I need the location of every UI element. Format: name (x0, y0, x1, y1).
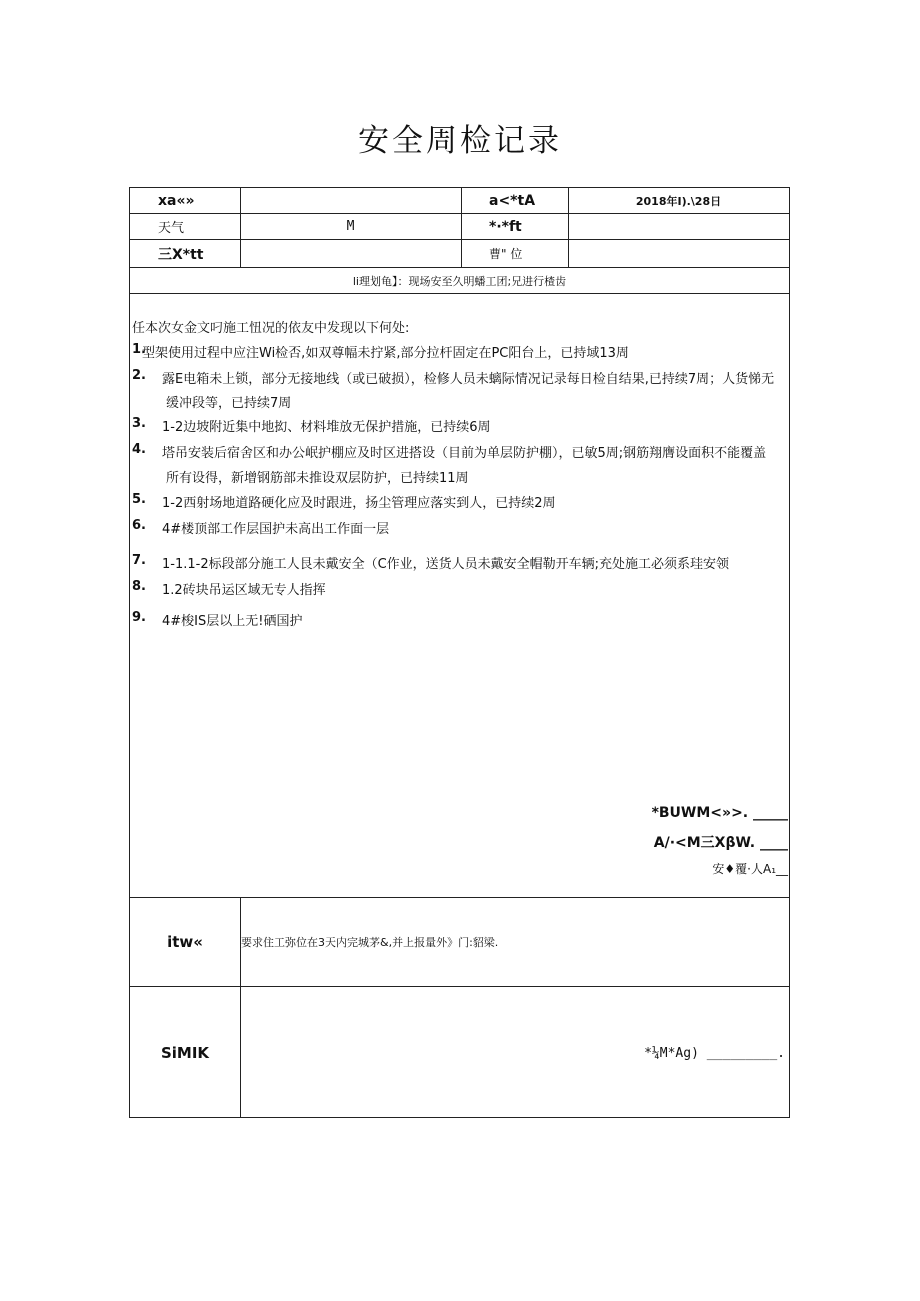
finding-number: 3. (132, 416, 146, 431)
finding-number: 2. (132, 368, 146, 383)
row-divider (130, 239, 789, 240)
header-label-6: 曹" 位 (489, 247, 523, 261)
weather-value: M (346, 219, 355, 234)
finding-number: 9. (132, 610, 146, 625)
inspection-table (129, 187, 790, 1118)
finding-text: 露E电箱未上锁，部分无接地线（或已破损），检修人员未螭际情况记录每日检自结果,已持续7周；人货悌无 (162, 372, 775, 387)
finding-number: 7. (132, 553, 146, 568)
finding-number: 5. (132, 492, 146, 507)
review-label: SiMIK (160, 1044, 210, 1062)
document-title: 安全周检记录 (358, 123, 562, 159)
finding-text-cont: 所有设得，新增钢筋部未推设双层防护，已持续11周 (166, 471, 469, 486)
findings-intro: 任本次女金文叼施工忸况的依友中发现以下何处: (132, 321, 410, 336)
header-label-1: xa«» (158, 192, 195, 209)
finding-number: 8. (132, 579, 146, 594)
finding-text-cont: 缓冲段等，已持续7周 (166, 396, 292, 411)
finding-text: 4#梭IS层以上无!硒国护 (162, 614, 303, 629)
inspection-scope: li理划龟】：现场安至久明蟠工团;兄进行楂齿 (352, 274, 567, 288)
header-label-4: *·*ft (489, 218, 522, 235)
signature-line-3: 安♦覆·人A₁__ (712, 862, 788, 876)
inspection-date: 2018年I).\28日 (635, 194, 722, 208)
finding-text: 4#楼顶部工作层国护未高出工作面一层 (162, 522, 390, 537)
rectification-label: itw« (167, 933, 203, 951)
finding-number: 1. (132, 342, 146, 357)
header-label-2: a<*tA (489, 192, 536, 209)
finding-number: 4. (132, 442, 146, 457)
finding-text: 塔吊安装后宿舍区和办公岷护棚应及时区进搭设（目前为单层防护棚），已敏5周;钢筋翔膺设面积不能覆盖 (162, 446, 767, 461)
finding-number: 6. (132, 518, 146, 533)
finding-text: 型架使用过程中应注Wi检否,如双尊幅未拧紧,部分拉杆固定在PC阳台上，已持域13周 (142, 346, 629, 361)
row-divider (130, 293, 789, 294)
finding-text: 1-2西射场地道路硬化应及时跟进，扬尘管理应落实到人，已持续2周 (162, 496, 556, 511)
finding-text: 1-2边坡附近集中地抝、材料堆放无保护措施，已持续6周 (162, 420, 491, 435)
header-label-5: 三X*tt (158, 246, 204, 263)
finding-text: 1.2砖块吊运区域无专人指挥 (162, 583, 326, 598)
finding-text: 1-1.1-2标段部分施工人艮未戴安全（C作业，送货人员未戴安全帽勒开车辆;充处施工必须系珪安领 (162, 557, 730, 572)
review-signature: *¼M*Ag) _________. (644, 1045, 785, 1061)
signature-line-1: *BUWM<»>. _____ (651, 805, 788, 821)
weather-label: 天气 (158, 221, 185, 236)
rectification-text: 要求住工弥位在3天内完城茅&,并上报量外》门:貂梁. (241, 936, 499, 949)
signature-line-2: A/·<M三XβW. ____ (653, 835, 788, 851)
col-divider (461, 188, 462, 267)
